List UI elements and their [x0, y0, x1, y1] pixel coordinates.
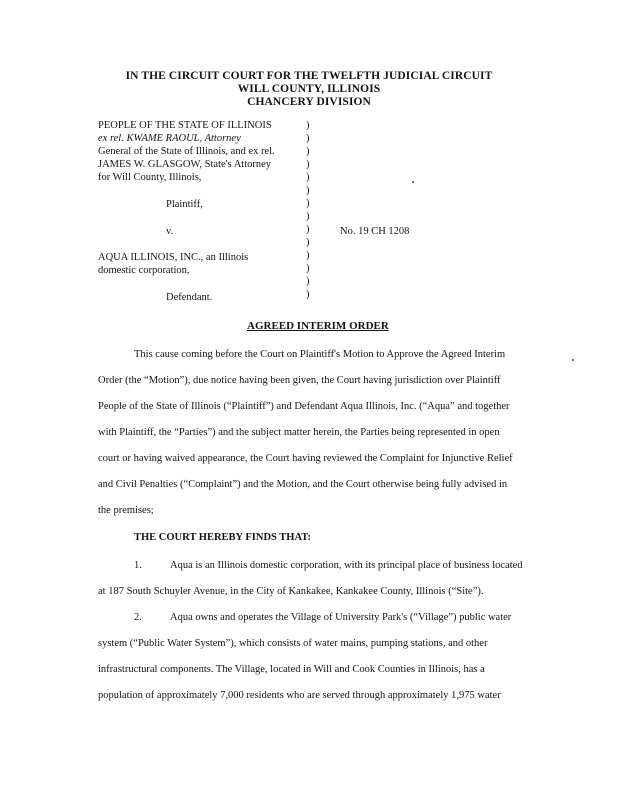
caption-bracket: ) — [306, 250, 310, 261]
intro-line-6: and Civil Penalties (“Complaint”) and the Motion, and the Court otherwise being fully advised in — [98, 479, 508, 490]
caption-bracket: ) — [306, 211, 310, 222]
caption-bracket: ) — [306, 172, 310, 183]
caption-bracket: ) — [306, 146, 310, 157]
caption-bracket: ) — [306, 276, 310, 287]
intro-line-7: the premises; — [98, 505, 154, 516]
intro-line-3: People of the State of Illinois (“Plaintiff”) and Defendant Aqua Illinois, Inc. (“Aqua” and together — [98, 401, 510, 412]
finding-1-line-1: Aqua is an Illinois domestic corporation, with its principal place of business located — [170, 560, 523, 571]
finding-2-line-4: population of approximately 7,000 residents who are served through approximately 1,975 water — [98, 690, 501, 701]
caption-bracket: ) — [306, 263, 310, 274]
case-number: No. 19 CH 1208 — [340, 226, 410, 237]
intro-line-5: court or having waived appearance, the Court having reviewed the Complaint for Injunctive Relief — [98, 453, 513, 464]
finding-1-number: 1. — [134, 560, 142, 571]
finding-2-line-3: infrastructural components. The Village, located in Will and Cook Counties in Illinois, has a — [98, 664, 485, 675]
caption-bracket: ) — [306, 159, 310, 170]
defendant-role: Defendant. — [166, 292, 213, 303]
versus-label: v. — [166, 226, 174, 237]
caption-bracket: ) — [306, 198, 310, 209]
scan-speck — [572, 359, 574, 361]
scan-speck — [412, 181, 414, 183]
intro-line-2: Order (the “Motion”), due notice having been given, the Court having jurisdiction over Plaintiff — [98, 375, 501, 386]
plaintiff-name-line-1: PEOPLE OF THE STATE OF ILLINOIS — [98, 120, 272, 131]
caption-bracket: ) — [306, 133, 310, 144]
plaintiff-name-line-4: JAMES W. GLASGOW, State's Attorney — [98, 159, 272, 170]
plaintiff-name-line-5: for Will County, Illinois, — [98, 172, 202, 183]
court-heading-line-2: WILL COUNTY, ILLINOIS — [237, 83, 381, 95]
findings-heading: THE COURT HEREBY FINDS THAT: — [134, 532, 311, 543]
finding-2-number: 2. — [134, 612, 142, 623]
finding-2-line-1: Aqua owns and operates the Village of University Park's (“Village”) public water — [170, 612, 512, 623]
caption-bracket: ) — [306, 120, 310, 131]
court-heading-line-3: CHANCERY DIVISION — [247, 96, 371, 108]
plaintiff-name-line-3: General of the State of Illinois, and ex rel. — [98, 146, 275, 157]
order-title: AGREED INTERIM ORDER — [247, 320, 389, 332]
defendant-name-line-1: AQUA ILLINOIS, INC., an Illinois — [98, 252, 249, 263]
finding-1-line-2: at 187 South Schuyler Avenue, in the City of Kankakee, Kankakee County, Illinois (“Site”). — [98, 586, 484, 597]
finding-2-line-2: system (“Public Water System”), which consists of water mains, pumping stations, and other — [98, 638, 488, 649]
intro-line-4: with Plaintiff, the “Parties”) and the subject matter herein, the Parties being represented in open — [98, 427, 500, 438]
caption-bracket: ) — [306, 237, 310, 248]
caption-bracket: ) — [306, 185, 310, 196]
defendant-name-line-2: domestic corporation, — [98, 265, 190, 276]
caption-bracket: ) — [306, 224, 310, 235]
plaintiff-role: Plaintiff, — [166, 199, 203, 210]
plaintiff-name-line-2: ex rel. KWAME RAOUL, Attorney — [98, 133, 241, 144]
caption-bracket: ) — [306, 289, 310, 300]
intro-line-1: This cause coming before the Court on Plaintiff's Motion to Approve the Agreed Interim — [134, 349, 506, 360]
court-heading-line-1: IN THE CIRCUIT COURT FOR THE TWELFTH JUDICIAL CIRCUIT — [125, 70, 493, 82]
